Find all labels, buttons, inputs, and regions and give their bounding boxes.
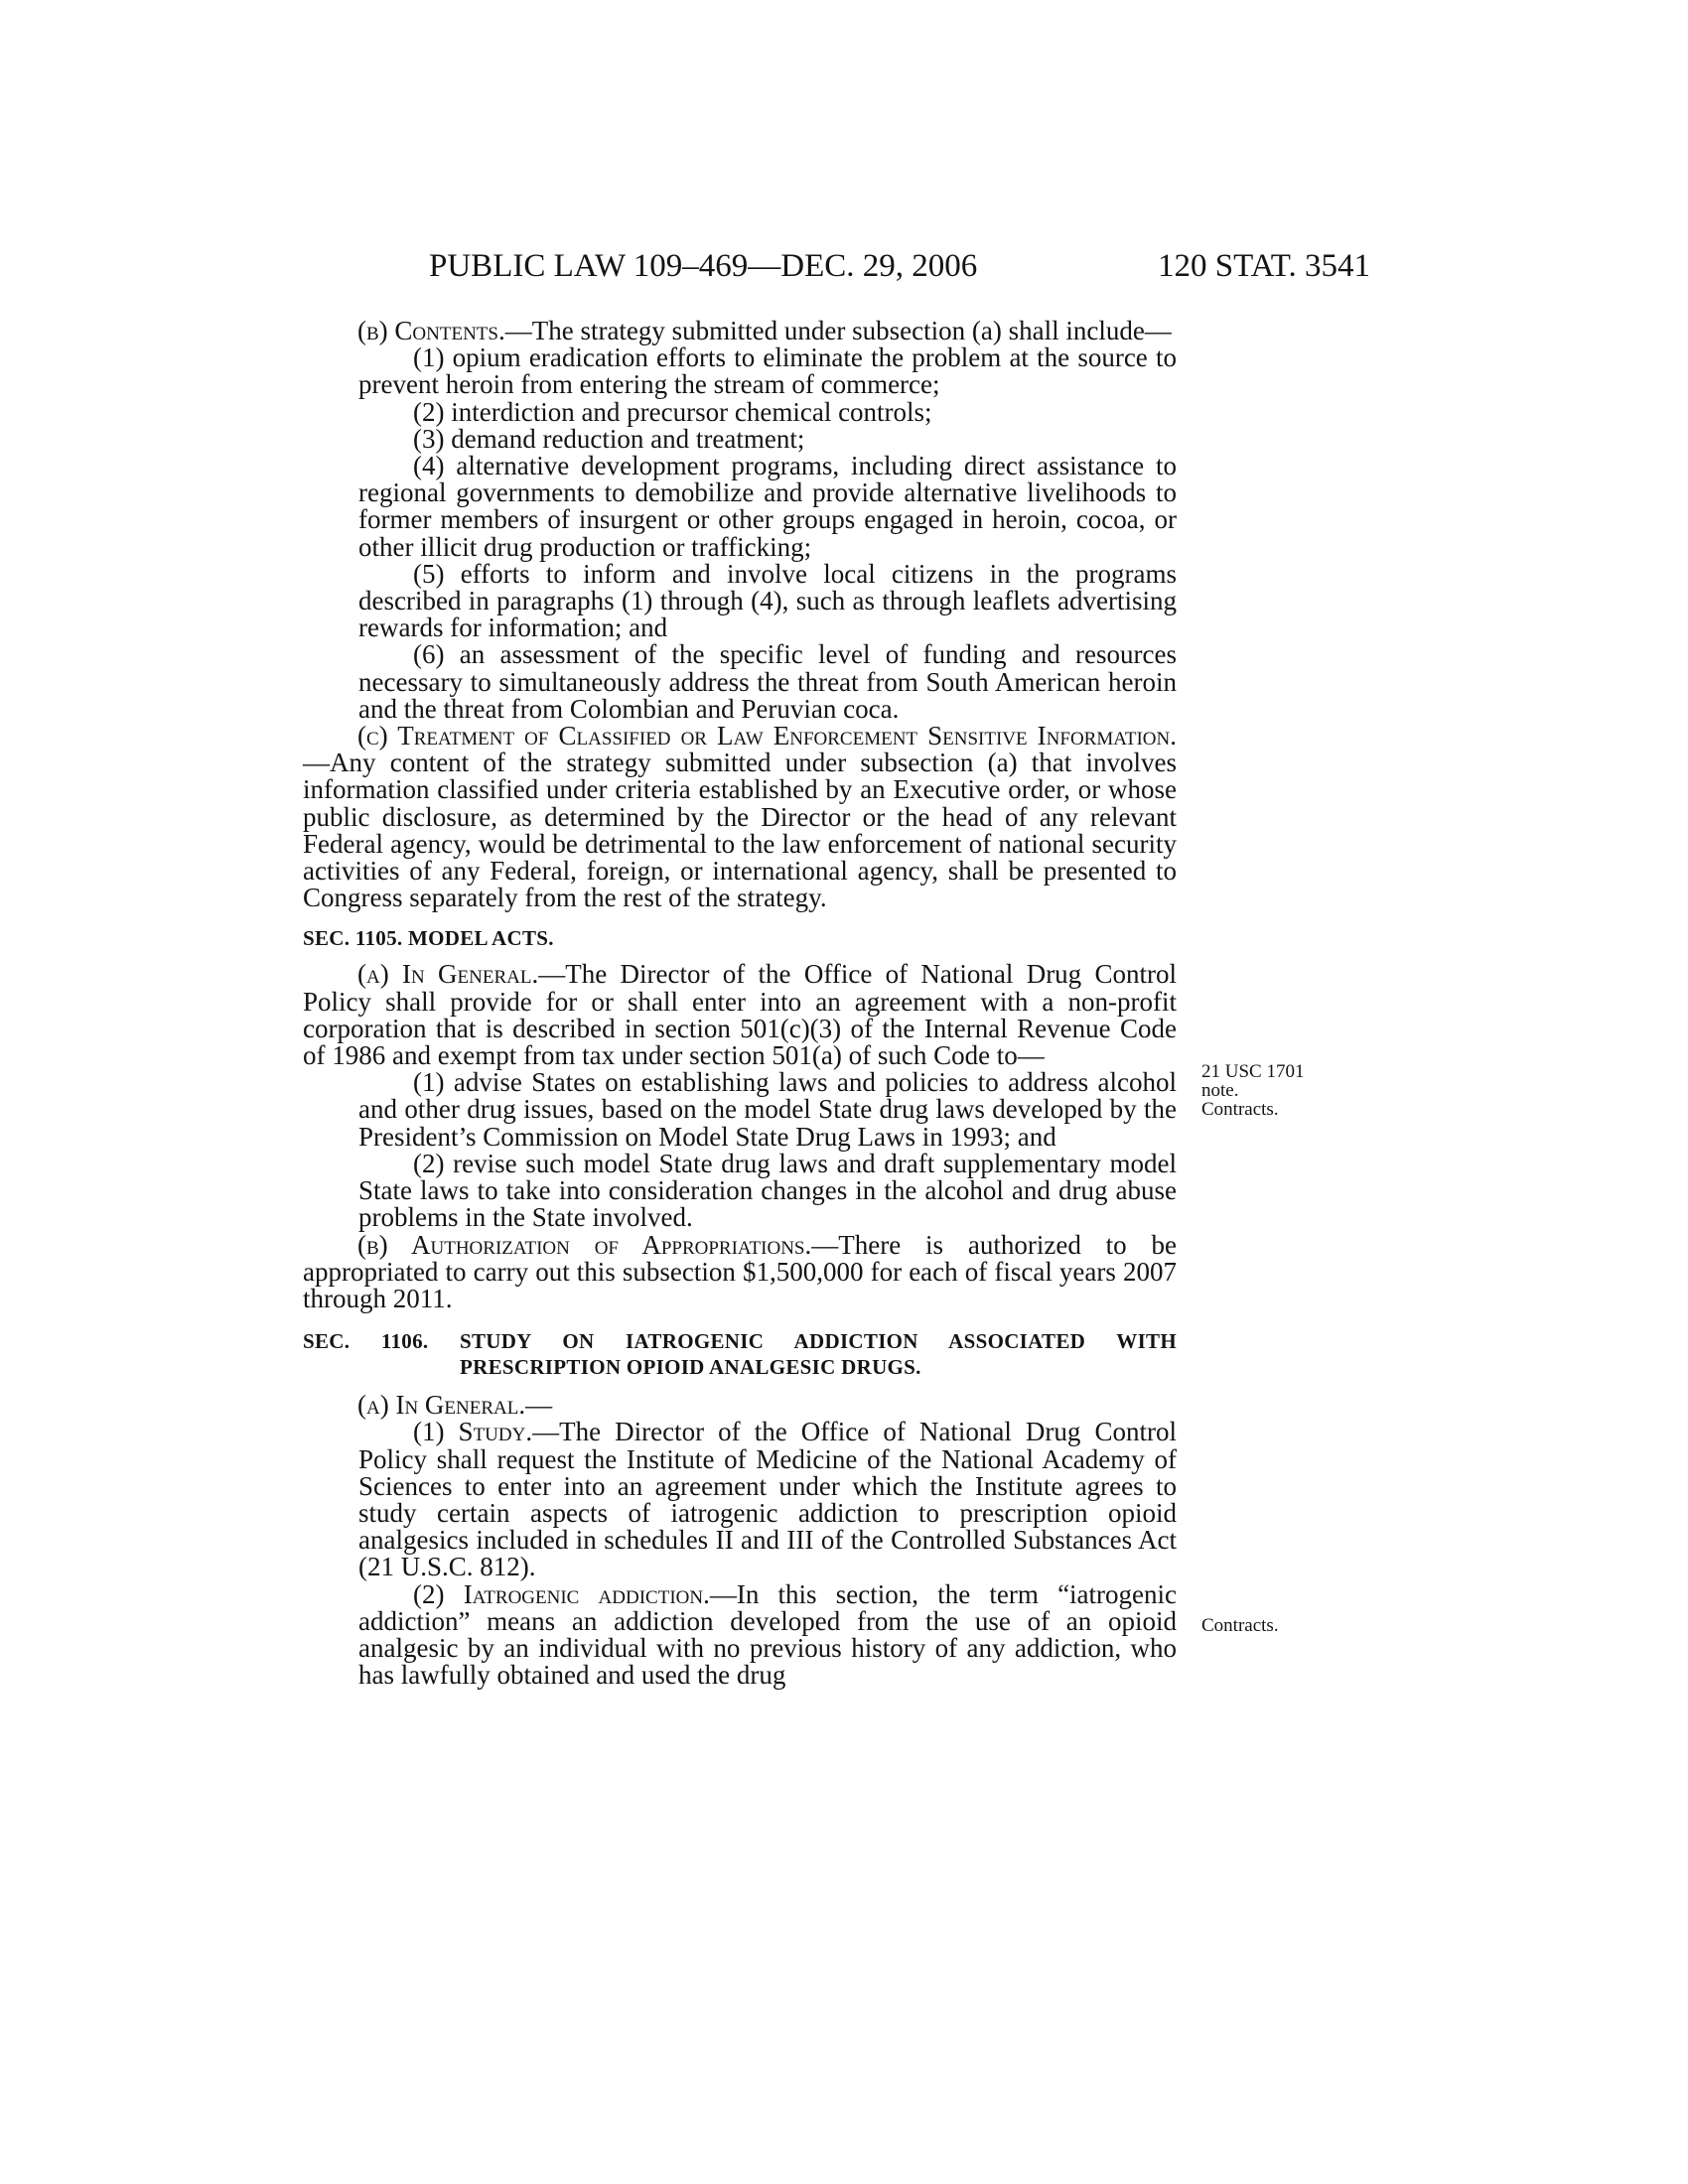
sec1106-study-paragraph [358,1419,1177,1580]
paragraph-item: (5) efforts to inform and involve local citizens in the programs described in paragraphs (1) through (4), such as through leaflets advertising rewards for information; and [358,558,1177,643]
paragraph-item: (6) an assessment of the specific level of funding and resources necessary to simultaneously address the threat from South American heroin and the threat from Colombian and Peruvian coca. [358,639,1177,724]
subsection-heading: (c) Treatment of Classified or Law Enforcement Sensitive Information. [357,721,1177,751]
margin-note-sec1105 [1201,1062,1304,1119]
paragraph-text: —In this section, the term “iatrogenic addiction” means an addiction developed from the use of an opioid analgesic by an individual with no previous history of any addiction, who has lawfully obtained and used the drug [358,1578,1177,1691]
section-title-line: SEC. 1106. STUDY ON IATROGENIC ADDICTION ASSOCIATED WITH [303,1329,1177,1354]
subsection-heading: (b) Contents. [357,316,505,345]
subsection-c-treatment [303,723,1177,911]
sec1106-subsection-a [303,1392,1177,1419]
subsection-heading: (a) In General. [357,959,539,990]
statute-page-number: 120 STAT. 3541 [1157,248,1370,284]
subsection-heading: (b) Authorization of Appropriations. [357,1229,812,1260]
subsection-text: —There is authorized to be appropriated to carry out this subsection $1,500,000 for each of fiscal years 2007 through 2011. [303,1229,1177,1313]
subsection-text: —The strategy submitted under subsection (a) shall include— [504,316,1172,345]
paragraph-item: (1) opium eradication efforts to eliminate the problem at the source to prevent heroin from entering the stream of commerce; [358,342,1177,400]
paragraph-item: (1) advise States on establishing laws and policies to address alcohol and other drug issues, based on the model State drug laws developed by the President’s Commission on Model State Drug Laws in 1993; and [358,1067,1177,1152]
subsection-text: —Any content of the strategy submitted under subsection (a) that involves information classified under criteria established by an Executive order, or whose public disclosure, as determined by the Director or the head of any relevant Federal agency, would be detrimental to the law enforcement of national security activities of any Federal, foreign, or international agency, shall be presented to Congress separately from the rest of the strategy. [303,748,1177,913]
paragraph-item: (4) alternative development programs, including direct assistance to regional governments to demobilize and provide alternative livelihoods to former members of insurgent or other groups engaged in heroin, cocoa, or other illicit drug production or trafficking; [358,451,1177,562]
subsection-heading: (a) In General.— [357,1390,553,1421]
margin-note-sec1106: Contracts. [1201,1615,1279,1636]
subsection-text: —The Director of the Office of National Drug Control Policy shall provide for or shall enter into an agreement with a non-profit corporation that is described in section 501(c)(3) of the Internal Revenue Code of 1986 and exempt from tax under section 501(a) of such Code to— [303,959,1177,1071]
margin-note-line: note. [1201,1080,1239,1101]
sec1105-subsection-a [303,961,1177,1069]
margin-note-line: Contracts. [1201,1099,1279,1120]
section-1106-title [303,1328,1177,1380]
sec1106-iatrogenic-paragraph [358,1578,1177,1691]
paragraph-heading: (2) Iatrogenic addiction. [413,1578,710,1609]
subsection-b-contents [303,318,1177,344]
page-header [429,242,1370,290]
public-law-title: PUBLIC LAW 109–469—DEC. 29, 2006 [429,248,978,284]
paragraph-text: —The Director of the Office of National Drug Control Policy shall request the Institute of Medicine of the National Academy of Sciences to enter into an agreement under which the Institute agrees to study certain aspects of iatrogenic addiction to prescription opioid analgesics included in schedules II and III of the Controlled Substances Act (21 U.S.C. 812). [358,1417,1177,1582]
body-text [303,318,1177,1689]
paragraph-item: (2) revise such model State drug laws and draft supplementary model State laws to take into consideration changes in the alcohol and drug abuse problems in the State involved. [358,1148,1177,1233]
section-1105-title: SEC. 1105. MODEL ACTS. [303,926,554,951]
paragraph-item: (3) demand reduction and treatment; [413,423,805,454]
paragraph-item: (2) interdiction and precursor chemical controls; [413,396,932,427]
margin-note-line: 21 USC 1701 [1201,1061,1305,1082]
paragraph-heading: (1) Study. [413,1417,533,1447]
section-title-line: PRESCRIPTION OPIOID ANALGESIC DRUGS. [460,1355,921,1380]
sec1105-subsection-b [303,1229,1177,1313]
